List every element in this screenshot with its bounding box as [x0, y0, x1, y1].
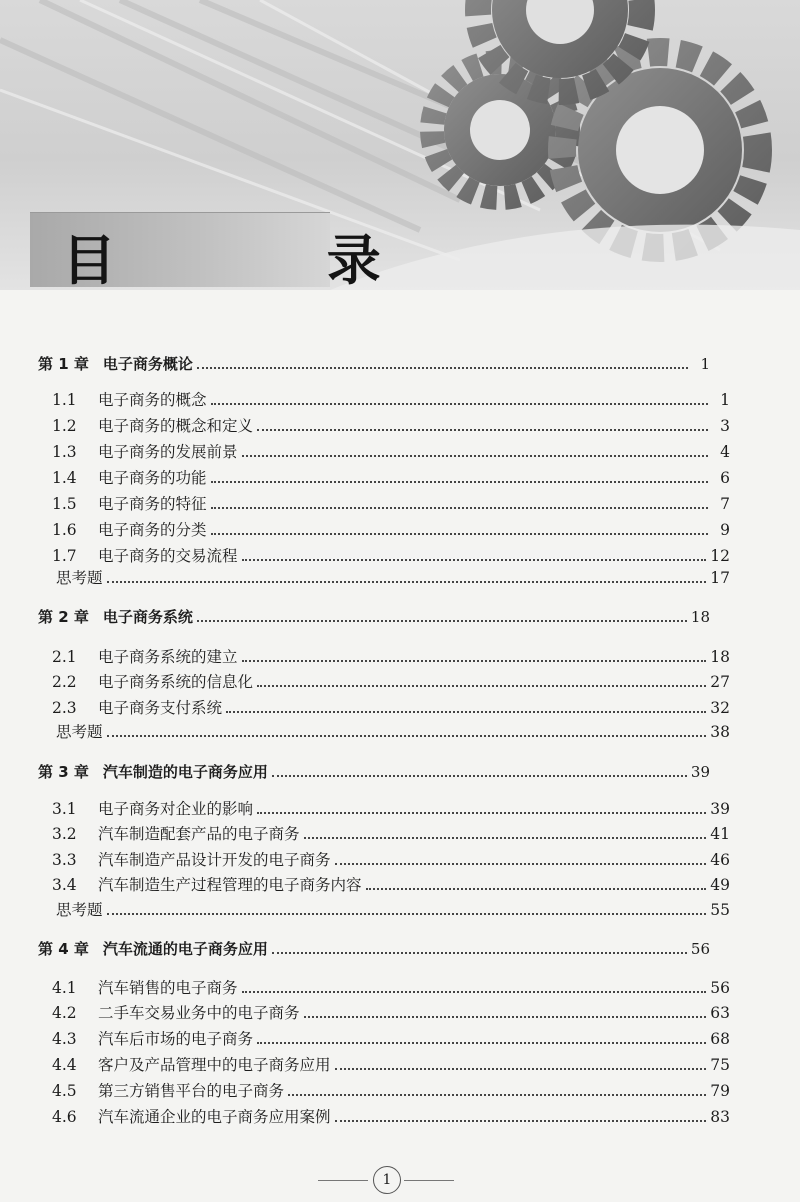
toc-section-row	[52, 670, 730, 692]
toc-entry-title: 汽车流通的电子商务应用	[102, 940, 268, 958]
toc-entry-number: 4.1	[52, 979, 77, 997]
toc-entry-title: 汽车流通企业的电子商务应用案例	[98, 1108, 331, 1126]
toc-leader-dots	[242, 991, 707, 993]
toc-chapter-row	[38, 352, 710, 374]
toc-entry-title: 电子商务支付系统	[98, 699, 223, 717]
toc-leader-dots	[257, 812, 706, 814]
toc-section-row	[52, 440, 730, 462]
toc-entry-number: 2.2	[52, 673, 77, 691]
toc-section-row	[52, 1053, 730, 1075]
toc-page-number: 27	[710, 673, 730, 691]
toc-review-row	[56, 898, 730, 920]
toc-page-number: 39	[690, 763, 710, 781]
toc-leader-dots	[257, 1042, 706, 1044]
toc-entry-title: 思考题	[56, 901, 103, 919]
toc-entry-number: 1.6	[52, 521, 77, 539]
toc-chapter-row	[38, 605, 710, 627]
toc-entry-number: 第 2 章	[38, 608, 89, 626]
toc-page-number: 12	[710, 547, 730, 565]
toc-entry-number: 3.3	[52, 851, 77, 869]
toc-section-row	[52, 492, 730, 514]
toc-entry-number: 第 1 章	[38, 355, 89, 373]
toc-entry-number: 第 3 章	[38, 763, 89, 781]
toc-entry-number: 4.6	[52, 1108, 77, 1126]
toc-page-number: 41	[710, 825, 730, 843]
toc-leader-dots	[366, 888, 707, 890]
toc-entry-number: 第 4 章	[38, 940, 89, 958]
toc-page-number: 56	[690, 940, 710, 958]
toc-page-number: 49	[710, 876, 730, 894]
toc-entry-title: 思考题	[56, 569, 103, 587]
toc-review-row	[56, 720, 730, 742]
toc-entry-title: 电子商务的交易流程	[98, 547, 238, 565]
toc-section-row	[52, 1079, 730, 1101]
toc-review-row	[56, 566, 730, 588]
toc-page-number: 1	[720, 391, 730, 409]
toc-page-number: 56	[710, 979, 730, 997]
toc-section-row	[52, 976, 730, 998]
toc-section-row	[52, 848, 730, 870]
toc-section-row	[52, 518, 730, 540]
toc-section-row	[52, 388, 730, 410]
toc-page-number: 38	[710, 723, 730, 741]
toc-leader-dots	[304, 1016, 707, 1018]
toc-leader-dots	[242, 660, 707, 662]
toc-entry-number: 1.3	[52, 443, 77, 461]
toc-leader-dots	[335, 1120, 707, 1122]
toc-entry-number: 2.1	[52, 648, 77, 666]
toc-section-row	[52, 414, 730, 436]
toc-entry-number: 1.5	[52, 495, 77, 513]
toc-page-number: 18	[710, 648, 730, 666]
toc-leader-dots	[304, 837, 707, 839]
toc-entry-title: 二手车交易业务中的电子商务	[98, 1004, 300, 1022]
toc-page-number: 39	[710, 800, 730, 818]
footer-rule-left	[318, 1180, 368, 1181]
toc-page-number: 79	[710, 1082, 730, 1100]
toc-section-row	[52, 466, 730, 488]
toc-entry-title: 汽车制造的电子商务应用	[102, 763, 268, 781]
toc-section-row	[52, 1001, 730, 1023]
toc-page-number: 75	[710, 1056, 730, 1074]
toc-leader-dots	[335, 1068, 707, 1070]
toc-leader-dots	[272, 775, 687, 777]
toc-entry-title: 电子商务的概念	[98, 391, 207, 409]
toc-entry-title: 汽车制造产品设计开发的电子商务	[98, 851, 331, 869]
toc-entry-title: 客户及产品管理中的电子商务应用	[98, 1056, 331, 1074]
toc-section-row	[52, 1105, 730, 1127]
toc-section-row	[52, 696, 730, 718]
toc-entry-title: 电子商务概论	[102, 355, 193, 373]
toc-leader-dots	[242, 455, 708, 457]
toc-section-row	[52, 797, 730, 819]
toc-page-number: 17	[710, 569, 730, 587]
toc-page-number: 68	[710, 1030, 730, 1048]
toc-chapter-row	[38, 937, 710, 959]
toc-entry-title: 电子商务系统的信息化	[98, 673, 254, 691]
toc-leader-dots	[242, 559, 707, 561]
toc-entry-title: 汽车制造生产过程管理的电子商务内容	[98, 876, 362, 894]
toc-section-row	[52, 645, 730, 667]
toc-page-number: 9	[720, 521, 730, 539]
toc-page-number: 3	[720, 417, 730, 435]
toc-leader-dots	[257, 429, 708, 431]
toc-section-row	[52, 544, 730, 566]
toc-entry-number: 4.5	[52, 1082, 77, 1100]
toc-leader-dots	[107, 735, 707, 737]
toc-leader-dots	[107, 581, 707, 583]
toc-leader-dots	[288, 1094, 706, 1096]
toc-leader-dots	[211, 481, 708, 483]
toc-entry-title: 汽车后市场的电子商务	[98, 1030, 254, 1048]
toc-page-number: 18	[690, 608, 710, 626]
toc-entry-number: 3.1	[52, 800, 77, 818]
toc-chapter-row	[38, 760, 710, 782]
toc-entry-title: 电子商务的分类	[98, 521, 207, 539]
toc-entry-number: 4.3	[52, 1030, 77, 1048]
toc-entry-title: 汽车制造配套产品的电子商务	[98, 825, 300, 843]
toc-page-number: 83	[710, 1108, 730, 1126]
toc-entry-number: 3.2	[52, 825, 77, 843]
toc-entry-number: 1.7	[52, 547, 77, 565]
toc-leader-dots	[197, 620, 687, 622]
toc-leader-dots	[257, 685, 706, 687]
toc-page-number: 32	[710, 699, 730, 717]
toc-entry-title: 第三方销售平台的电子商务	[98, 1082, 285, 1100]
toc-entry-title: 电子商务的发展前景	[98, 443, 238, 461]
toc-entry-number: 1.1	[52, 391, 77, 409]
toc-entry-title: 电子商务系统的建立	[98, 648, 238, 666]
footer-rule-right	[404, 1180, 454, 1181]
toc-entry-title: 电子商务对企业的影响	[98, 800, 254, 818]
toc-page-number: 46	[710, 851, 730, 869]
page-number: 1	[373, 1166, 401, 1194]
toc-entry-number: 1.4	[52, 469, 77, 487]
toc-section-row	[52, 1027, 730, 1049]
toc-page-number: 4	[720, 443, 730, 461]
toc-page-number: 1	[700, 355, 710, 373]
toc-entry-number: 1.2	[52, 417, 77, 435]
toc-leader-dots	[272, 952, 687, 954]
toc-leader-dots	[211, 507, 708, 509]
toc-leader-dots	[197, 367, 688, 369]
toc-page-number: 6	[720, 469, 730, 487]
toc-entry-title: 电子商务的概念和定义	[98, 417, 254, 435]
toc-leader-dots	[226, 711, 706, 713]
toc-leader-dots	[211, 533, 708, 535]
toc-entry-number: 2.3	[52, 699, 77, 717]
toc-section-row	[52, 822, 730, 844]
toc-entry-number: 3.4	[52, 876, 77, 894]
toc-entry-number: 4.2	[52, 1004, 77, 1022]
toc-entry-title: 电子商务系统	[102, 608, 193, 626]
toc-entry-title: 电子商务的功能	[98, 469, 207, 487]
toc-entry-title: 电子商务的特征	[98, 495, 207, 513]
toc-page-number: 63	[710, 1004, 730, 1022]
toc-leader-dots	[335, 863, 707, 865]
toc-leader-dots	[211, 403, 708, 405]
toc-entry-number: 4.4	[52, 1056, 77, 1074]
toc-page-number: 7	[720, 495, 730, 513]
toc-section-row	[52, 873, 730, 895]
toc-leader-dots	[107, 913, 707, 915]
toc-entry-title: 汽车销售的电子商务	[98, 979, 238, 997]
toc-page-number: 55	[710, 901, 730, 919]
page-title: 目 录	[62, 229, 477, 290]
toc-entry-title: 思考题	[56, 723, 103, 741]
